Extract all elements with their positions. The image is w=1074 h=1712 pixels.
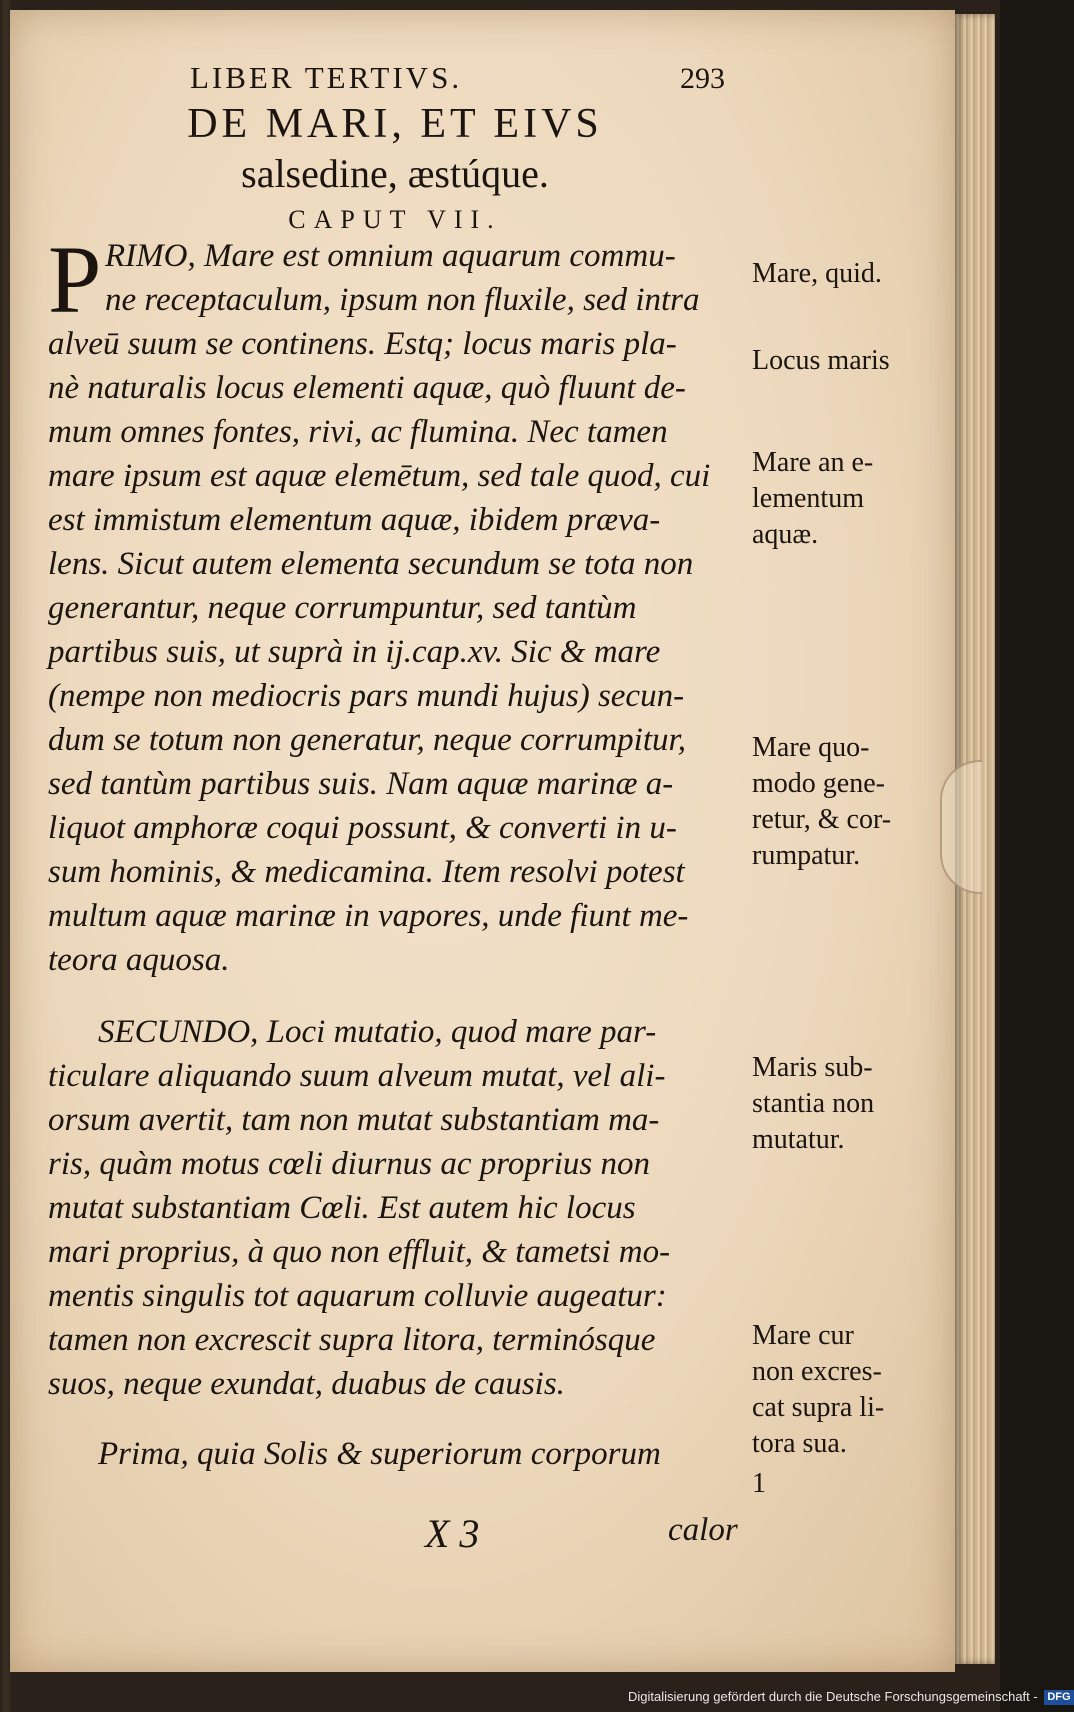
body-line: nè naturalis locus elementi aquæ, quò fluunt de- [48, 370, 686, 406]
margin-note-line: rumpatur. [752, 840, 861, 871]
catchword: calor [668, 1512, 738, 1548]
body-line: partibus suis, ut suprà in ij.cap.xv. Sic & mare [48, 634, 661, 670]
margin-note [752, 1318, 952, 1462]
margin-note [752, 1466, 952, 1502]
drop-cap: P [48, 226, 102, 333]
body-line: (nempe non mediocris pars mundi hujus) secun- [48, 678, 685, 714]
margin-note-line: mutatur. [752, 1124, 845, 1155]
body-line: sed tantùm partibus suis. Nam aquæ marinæ a- [48, 766, 674, 802]
body-line: ris, quàm motus cœli diurnus ac proprius non [48, 1146, 650, 1182]
digitization-credit [628, 1686, 1071, 1708]
running-head: LIBER TERTIVS. [190, 60, 463, 95]
margin-note [752, 256, 952, 292]
margin-note-line: Locus maris [752, 345, 890, 376]
signature-mark: X 3 [425, 1511, 480, 1556]
credit-text: Digitalisierung gefördert durch die Deutsche Forschungsgemeinschaft - [628, 1689, 1038, 1704]
margin-note-line: non excres- [752, 1356, 882, 1387]
body-line: tamen non excrescit supra litora, terminósque [48, 1322, 656, 1358]
margin-note-line: Mare, quid. [752, 258, 882, 289]
body-line: mutat substantiam Cœli. Est autem hic locus [48, 1190, 636, 1226]
body-line: mum omnes fontes, rivi, ac flumina. Nec tamen [48, 414, 668, 450]
margin-note-line: Mare quo- [752, 732, 870, 763]
body-line: ne receptaculum, ipsum non fluxile, sed intra [105, 282, 700, 318]
margin-note-line: modo gene- [752, 768, 885, 799]
margin-note [752, 1050, 952, 1158]
margin-note-line: lementum [752, 483, 864, 514]
margin-note [752, 445, 952, 553]
body-line: sum hominis, & medicamina. Item resolvi potest [48, 854, 685, 890]
margin-note-line: stantia non [752, 1088, 875, 1119]
margin-note-line: Mare cur [752, 1320, 854, 1351]
page-number: 293 [680, 62, 725, 95]
body-line: orsum avertit, tam non mutat substantiam ma- [48, 1102, 660, 1138]
body-line: est immistum elementum aquæ, ibidem prævа- [48, 502, 661, 538]
body-line: generantur, neque corrumpuntur, sed tantùm [48, 590, 637, 626]
body-line: mari proprius, à quo non effluit, & tametsi mo- [48, 1234, 671, 1270]
chapter-number: CAPUT VII. [288, 205, 502, 234]
margin-note-line: aquæ. [752, 519, 819, 550]
body-line: mentis singulis tot aquarum colluvie augeatur: [48, 1278, 667, 1314]
margin-note-line: tora sua. [752, 1428, 847, 1459]
margin-note-line: retur, & cor- [752, 804, 892, 835]
body-line: ticulare aliquando suum alveum mutat, vel ali- [48, 1058, 666, 1094]
body-line: Prima, quia Solis & superiorum corporum [98, 1436, 661, 1472]
body-line: lens. Sicut autem elementa secundum se tota non [48, 546, 694, 582]
margin-note-line: cat supra li- [752, 1392, 885, 1423]
body-line: RIMO, Mare est omnium aquarum commu- [105, 238, 676, 274]
body-line: SECUNDO, Loci mutatio, quod mare par- [98, 1014, 657, 1050]
margin-note-line: Mare an e- [752, 447, 874, 478]
chapter-title-line-1: DE MARI, ET EIVS [187, 101, 603, 147]
dfg-logo: DFG [1044, 1690, 1073, 1705]
margin-note-line: Maris sub- [752, 1052, 873, 1083]
margin-note-line: 1 [752, 1468, 766, 1499]
chapter-title-line-2: salsedine, æstúque. [241, 151, 549, 196]
body-line: teora aquosa. [48, 942, 230, 978]
body-line: suos, neque exundat, duabus de causis. [48, 1366, 565, 1402]
body-line: mare ipsum est aquæ elemētum, sed tale quod, cui [48, 458, 711, 494]
body-line: alveū suum se continens. Estq; locus maris pla- [48, 326, 677, 362]
margin-note [752, 343, 952, 379]
body-line: liquot amphoræ coqui possunt, & converti in u- [48, 810, 677, 846]
body-line: multum aquæ marinæ in vapores, unde fiunt me- [48, 898, 689, 934]
body-line: dum se totum non generatur, neque corrumpitur, [48, 722, 686, 758]
margin-note [752, 730, 952, 874]
